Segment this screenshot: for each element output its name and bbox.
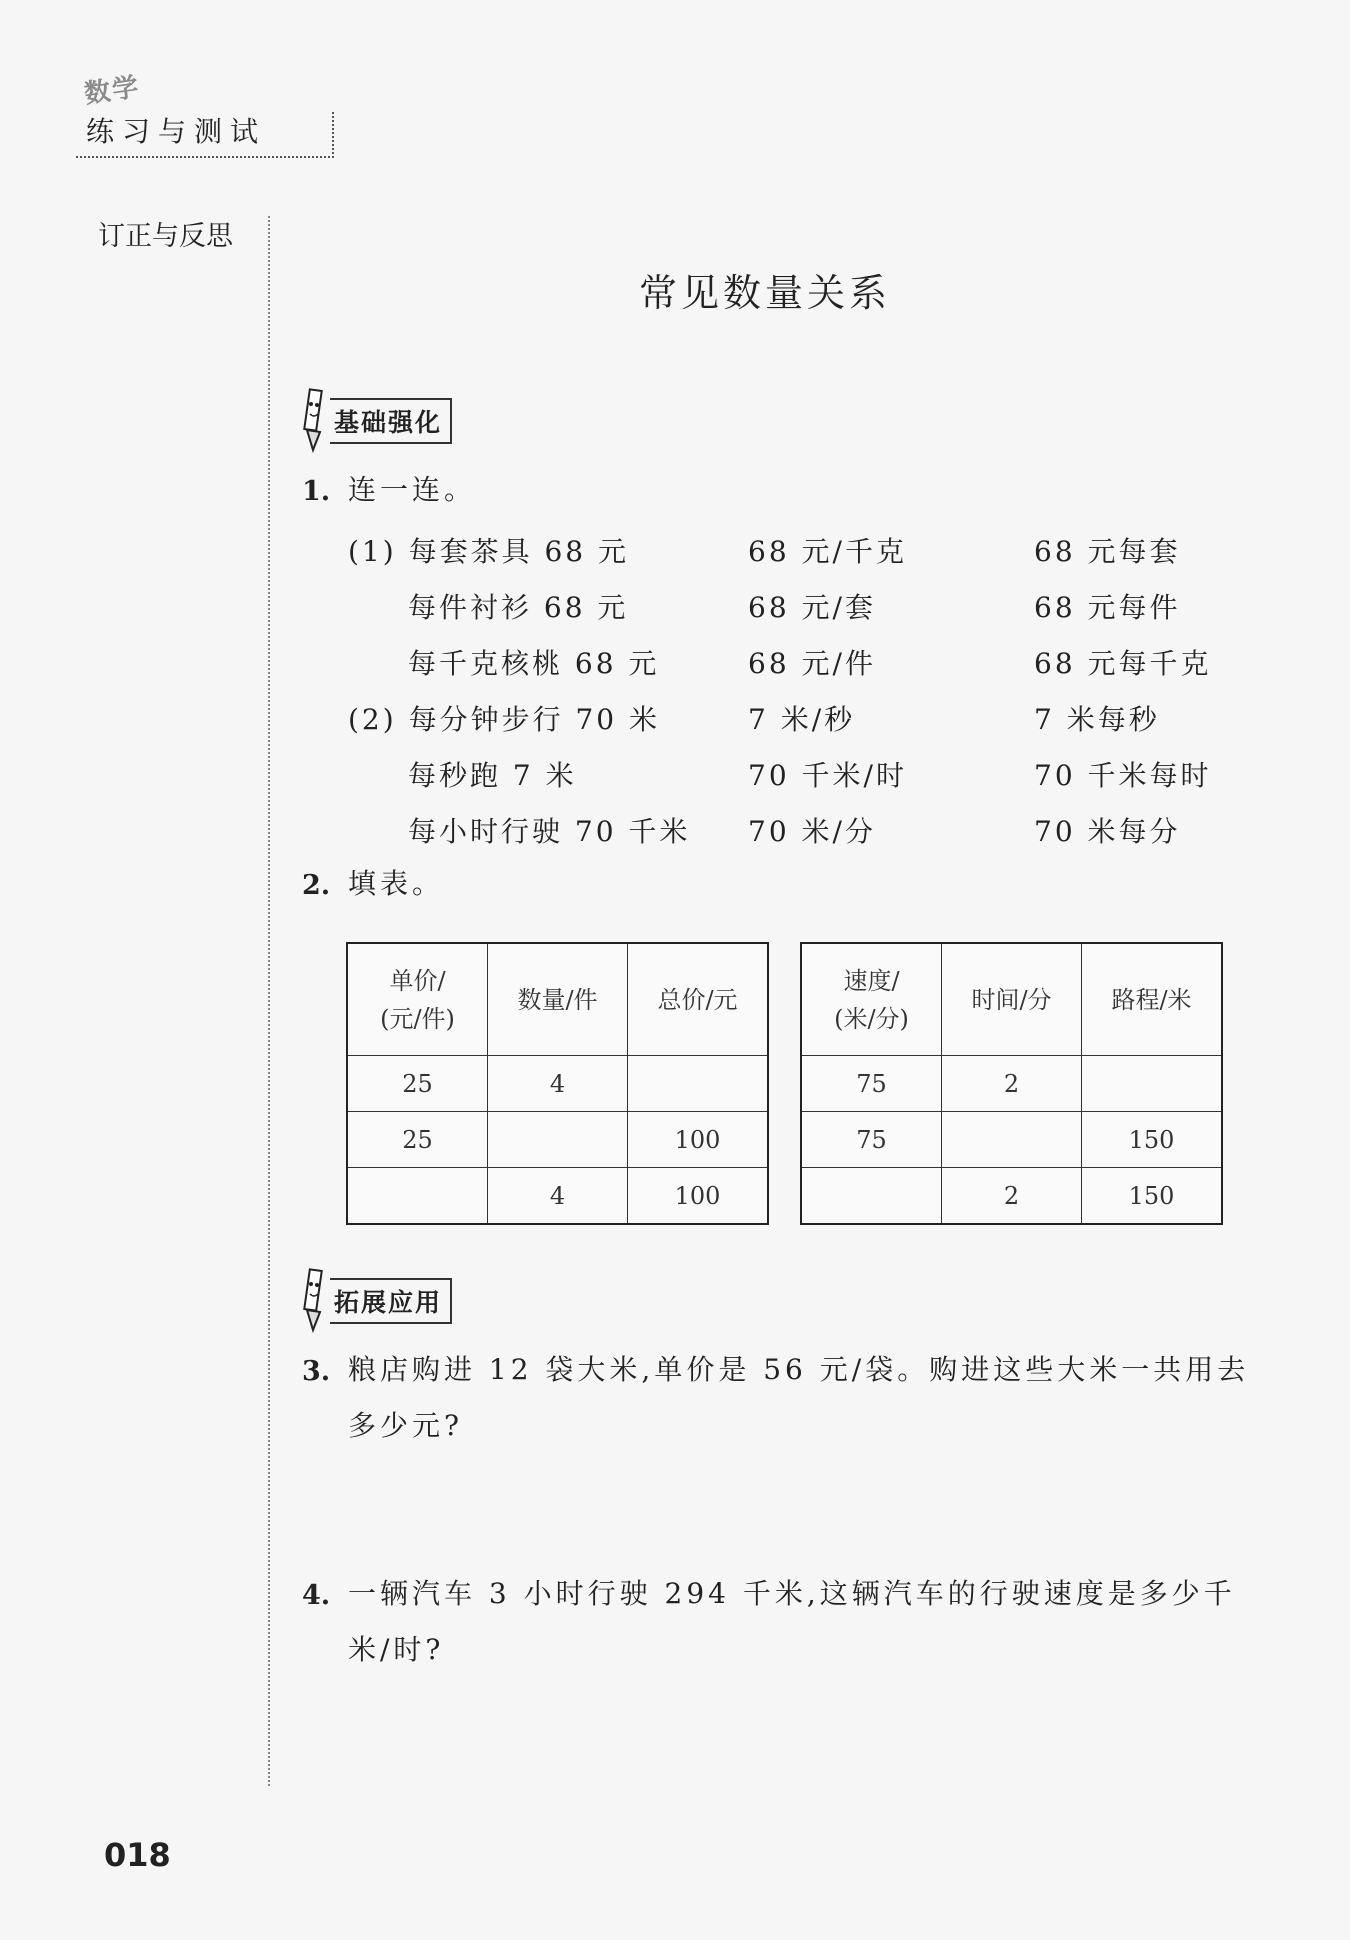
match-middle-item: 68 元/千克 [748,535,907,568]
blank-cell[interactable] [1082,1056,1223,1112]
match-right-item: 68 元每件 [1034,591,1181,624]
table-cell: 4 [488,1056,628,1112]
match-left-item: 每件衬衫 68 元 [408,591,629,624]
question-number: 3. [302,1356,331,1387]
question-line: 粮店购进 12 袋大米,单价是 56 元/袋。购进这些大米一共用去 [348,1353,1250,1386]
section-badge-extend [300,1280,452,1322]
match-left-item: (1) 每套茶具 68 元 [348,535,629,568]
price-table [346,942,769,1225]
match-right-item: 7 米每秒 [1034,703,1160,736]
table-cell: 4 [488,1168,628,1225]
match-left-item: (2) 每分钟步行 70 米 [348,703,660,736]
table-row [347,1056,768,1112]
page-title: 常见数量关系 [638,271,891,315]
section-badge-basic [300,400,452,442]
margin-divider [268,216,270,1786]
table-header-distance: 路程/米 [1082,943,1223,1056]
match-right-item: 68 元每千克 [1034,647,1212,680]
blank-cell[interactable] [628,1056,769,1112]
match-right-item: 70 千米每时 [1034,759,1212,792]
table-row [347,1168,768,1225]
table-header-time: 时间/分 [942,943,1082,1056]
table-row [801,1168,1222,1225]
section-label: 基础强化 [330,398,452,444]
table-cell: 75 [801,1056,942,1112]
table-row [801,1112,1222,1168]
table-header-unit-price: 单价/ (元/件) [347,943,488,1056]
blank-cell[interactable] [347,1168,488,1225]
match-middle-item: 70 千米/时 [748,759,907,792]
page-number: 018 [104,1836,171,1874]
match-middle-item: 68 元/套 [748,591,876,624]
table-header-total: 总价/元 [628,943,769,1056]
blank-cell[interactable] [942,1112,1082,1168]
speed-table [800,942,1223,1225]
table-cell: 2 [942,1168,1082,1225]
pencil-icon [300,1268,326,1334]
match-left-item: 每秒跑 7 米 [408,759,577,792]
match-middle-item: 70 米/分 [748,815,876,848]
question-line: 多少元? [348,1409,464,1442]
table-cell: 150 [1082,1168,1223,1225]
table-cell: 100 [628,1168,769,1225]
match-middle-item: 7 米/秒 [748,703,856,736]
table-cell: 100 [628,1112,769,1168]
question-line: 一辆汽车 3 小时行驶 294 千米,这辆汽车的行驶速度是多少千 [348,1577,1236,1610]
table-cell: 25 [347,1056,488,1112]
book-title: 练习与测试 [86,115,267,148]
question-number: 1. [302,476,331,507]
match-right-item: 68 元每套 [1034,535,1181,568]
match-middle-item: 68 元/件 [748,647,876,680]
question-number: 4. [302,1580,331,1611]
subject-brand: 数学 [82,72,143,110]
table-row [801,1056,1222,1112]
question-prompt: 填表。 [348,867,445,900]
table-cell: 75 [801,1112,942,1168]
match-left-item: 每千克核桃 68 元 [408,647,660,680]
table-row [347,1112,768,1168]
table-header-speed: 速度/ (米/分) [801,943,942,1056]
table-cell: 25 [347,1112,488,1168]
question-prompt: 连一连。 [348,473,477,506]
table-header-quantity: 数量/件 [488,943,628,1056]
table-cell: 150 [1082,1112,1223,1168]
blank-cell[interactable] [801,1168,942,1225]
match-left-item: 每小时行驶 70 千米 [408,815,691,848]
section-label: 拓展应用 [330,1278,452,1324]
table-cell: 2 [942,1056,1082,1112]
question-line: 米/时? [348,1633,445,1666]
match-right-item: 70 米每分 [1034,815,1181,848]
blank-cell[interactable] [488,1112,628,1168]
pencil-icon [300,388,326,454]
question-number: 2. [302,870,331,901]
correction-column-title: 订正与反思 [98,221,233,252]
